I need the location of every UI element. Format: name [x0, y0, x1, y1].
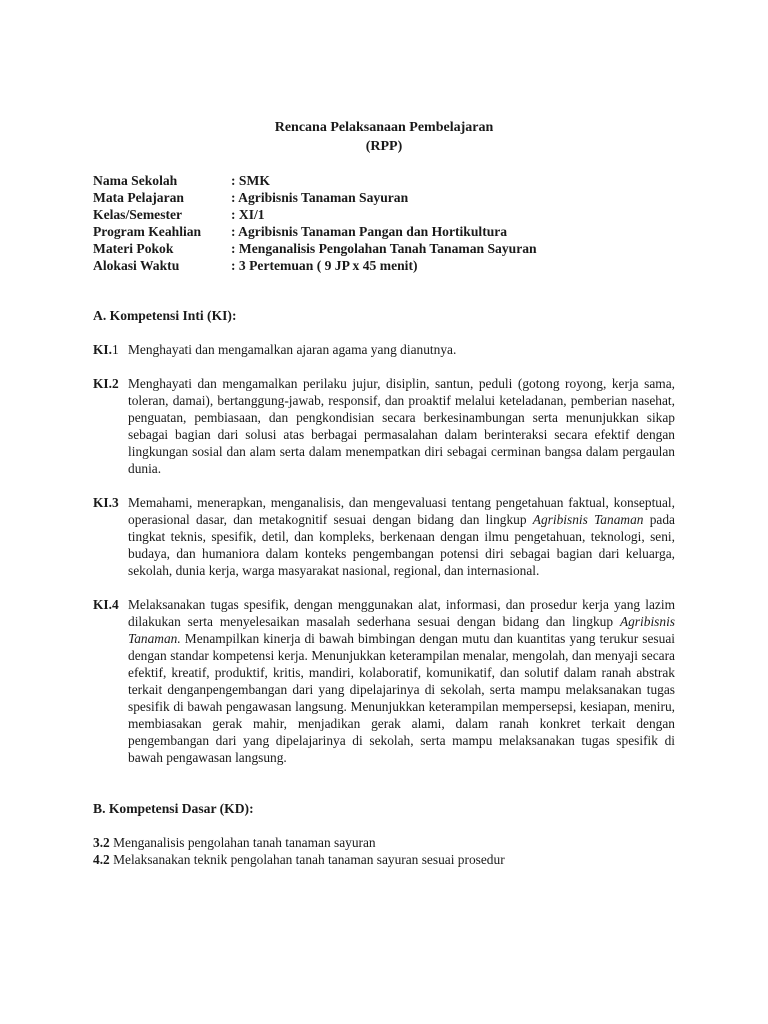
identity-value: : Agribisnis Tanaman Pangan dan Hortikultura	[231, 224, 508, 239]
identity-key: Alokasi Waktu	[93, 258, 180, 273]
ki-4-text-before: Melaksanakan tugas spesifik, dengan menggunakan alat, informasi, dan prosedur kerja yang lazim dilakukan serta menyelesaikan masalah sederhana sesuai dengan bidang dan lingkup	[128, 597, 675, 629]
kd-number: 4.2	[93, 852, 110, 867]
section-a-heading: A. Kompetensi Inti (KI):	[93, 308, 237, 323]
identity-value: : Menganalisis Pengolahan Tanah Tanaman Sayuran	[231, 241, 537, 256]
document-title	[93, 118, 675, 156]
identity-value: : XI/1	[231, 207, 265, 222]
identity-row-class	[93, 206, 537, 223]
kd-number: 3.2	[93, 835, 110, 850]
ki-3-text-after: pada tingkat teknis, spesifik, detil, dan kompleks, berkenaan dengan ilmu pengetahuan, teknologi, seni, budaya, dan humaniora dalam konteks pengembangan potensi diri sebagai bagian dari keluarga, sekolah, dunia kerja, warga masyarakat nasional, regional, dan internasional.	[128, 512, 675, 578]
title-line-2: (RPP)	[365, 139, 403, 154]
kd-list	[93, 834, 675, 868]
identity-key: Nama Sekolah	[93, 173, 178, 188]
ki-4-italic-scope: Agribisnis Tanaman.	[128, 614, 675, 646]
document-page	[93, 118, 675, 868]
ki-4	[93, 596, 675, 766]
ki-2-text: Menghayati dan mengamalkan perilaku jujur, disiplin, santun, peduli (gotong royong, kerja sama, toleran, damai), bertanggung-jawab, responsif, dan proaktif melalui keteladanan, pemberian nasehat, penguatan, pembiasaan, dan pengkondisian secara berkesinambungan serta menunjukkan sikap sebagai bagian dari solusi atas berbagai permasalahan dalam berinteraksi secara efektif dengan lingkungan sosial dan alam serta dalam menempatkan diri sebagai cerminan bangsa dalam pergaulan dunia.	[128, 376, 675, 476]
identity-row-school	[93, 172, 537, 189]
identity-key: Mata Pelajaran	[93, 190, 184, 205]
identity-table	[93, 172, 537, 274]
identity-key: Kelas/Semester	[93, 207, 183, 222]
identity-value: : 3 Pertemuan ( 9 JP x 45 menit)	[231, 258, 418, 273]
identity-row-topic	[93, 240, 537, 257]
identity-row-subject	[93, 189, 537, 206]
identity-row-time	[93, 257, 537, 274]
ki-2-label: KI.2	[93, 376, 119, 391]
section-b-heading: B. Kompetensi Dasar (KD):	[93, 801, 254, 816]
ki-3-label: KI.3	[93, 495, 119, 510]
ki-1-label-prefix: KI.	[93, 342, 112, 357]
ki-1-label-num: 1	[111, 342, 119, 357]
ki-4-text-after: Menampilkan kinerja di bawah bimbingan dengan mutu dan kuantitas yang terukur sesuai dengan standar kompetensi kerja. Menunjukkan keterampilan menalar, mengolah, dan menyaji secara efektif, kreatif, produktif, kritis, mandiri, kolaboratif, komunikatif, dan solutif dalam ranah abstrak terkait denganpengembangan dari yang dipelajarinya di sekolah, serta mampu melaksanakan tugas spesifik di bawah pengawasan langsung. Menunjukkan keterampilan mempersepsi, kesiapan, meniru, membiasakan gerak mahir, menjadikan gerak alami, dalam ranah konkret terkait dengan pengembangan dari yang dipelajarinya di sekolah, serta mampu melaksanakan tugas spesifik di bawah pengawasan langsung.	[128, 631, 676, 765]
ki-4-label: KI.4	[93, 597, 119, 612]
title-line-1: Rencana Pelaksanaan Pembelajaran	[274, 120, 494, 135]
ki-1-label	[93, 341, 119, 358]
identity-key: Program Keahlian	[93, 224, 202, 239]
identity-value: : Agribisnis Tanaman Sayuran	[231, 190, 409, 205]
kd-text: Menganalisis pengolahan tanah tanaman sayuran	[113, 835, 376, 850]
identity-key: Materi Pokok	[93, 241, 174, 256]
ki-2	[93, 375, 675, 477]
kd-text: Melaksanakan teknik pengolahan tanah tanaman sayuran sesuai prosedur	[113, 852, 505, 867]
kd-item	[93, 851, 675, 868]
ki-1	[93, 341, 675, 358]
ki-3-italic-scope: Agribisnis Tanaman	[532, 512, 644, 527]
ki-1-text: Menghayati dan mengamalkan ajaran agama yang dianutnya.	[128, 342, 457, 357]
ki-3-text-before: Memahami, menerapkan, menganalisis, dan mengevaluasi tentang pengetahuan faktual, konseptual, operasional dasar, dan metakognitif sesuai dengan bidang dan lingkup	[128, 495, 675, 527]
ki-3	[93, 494, 675, 579]
identity-value: : SMK	[231, 173, 270, 188]
kd-item	[93, 834, 675, 851]
identity-row-program	[93, 223, 537, 240]
